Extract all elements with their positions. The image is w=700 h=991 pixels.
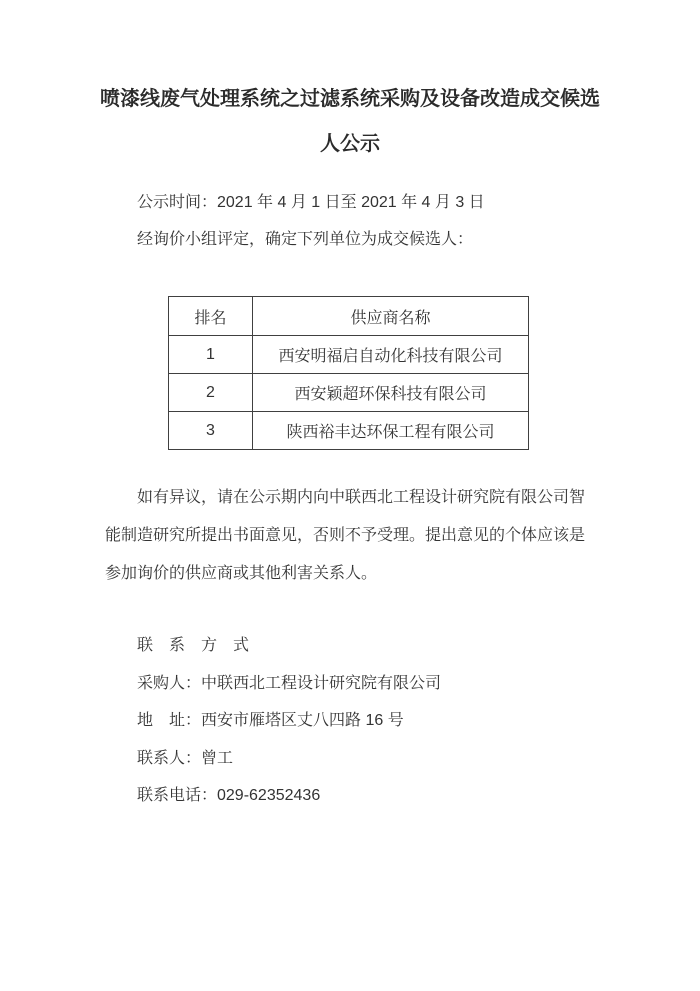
purchaser-line: 采购人：中联西北工程设计研究院有限公司: [137, 674, 442, 692]
supplier-header-cell: 供应商名称: [253, 297, 529, 336]
table-row: [169, 336, 529, 374]
objection-paragraph: [105, 479, 611, 593]
candidates-table: [168, 296, 529, 450]
objection-line: 参加询价的供应商或其他利害关系人。: [105, 565, 378, 582]
table-header-row: [169, 297, 529, 336]
rank-cell: 2: [169, 374, 253, 412]
objection-line: 能制造研究所提出书面意见，否则不予受理。提出意见的个体应该是: [105, 527, 586, 544]
contact-phone-line: 联系电话：029-62352436: [137, 787, 321, 804]
rank-cell: 3: [169, 412, 253, 450]
publicity-period-line: 公示时间：2021 年 4 月 1 日至 2021 年 4 月 3 日: [137, 194, 485, 211]
supplier-cell: 西安颖超环保科技有限公司: [253, 374, 529, 412]
address-line: 地 址：西安市雁塔区丈八四路 16 号: [137, 712, 404, 729]
rank-header-cell: 排名: [169, 297, 253, 336]
contact-section: [105, 627, 611, 815]
document-title-line-2: 人公示: [320, 133, 380, 155]
supplier-cell: 陕西裕丰达环保工程有限公司: [253, 412, 529, 450]
rank-cell: 1: [169, 336, 253, 374]
contact-heading: 联 系 方 式: [137, 637, 250, 654]
contact-person-line: 联系人：曾工: [137, 749, 234, 767]
table-row: [169, 374, 529, 412]
supplier-cell: 西安明福启自动化科技有限公司: [253, 336, 529, 374]
objection-line: 如有异议，请在公示期内向中联西北工程设计研究院有限公司智: [137, 489, 586, 506]
document-title-line-1: 喷漆线废气处理系统之过滤系统采购及设备改造成交候选: [100, 88, 600, 110]
evaluation-note-line: 经询价小组评定，确定下列单位为成交候选人：: [137, 231, 474, 248]
table-row: [169, 412, 529, 450]
